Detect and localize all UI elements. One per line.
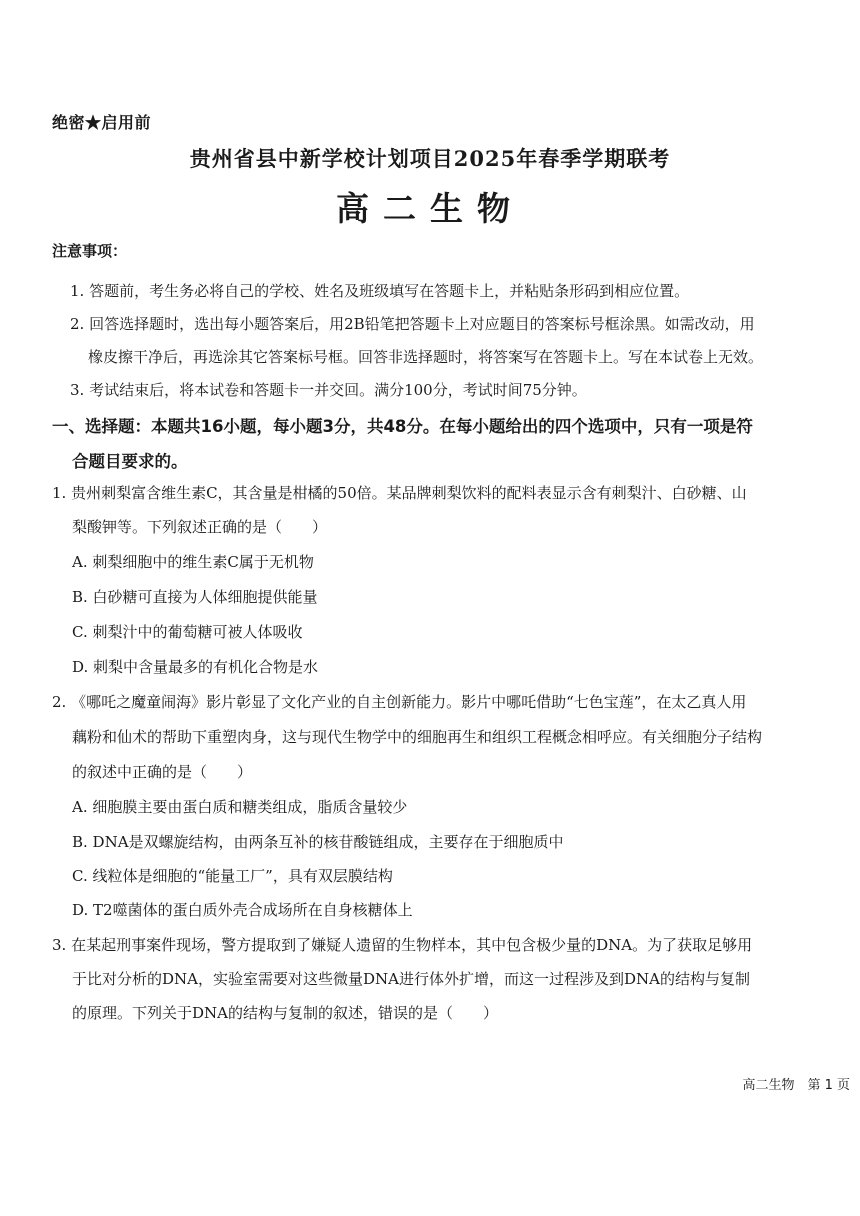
question-1-option-c: C. 刺梨汁中的葡萄糖可被人体吸收 (72, 623, 303, 641)
subject-title: 高二生物 (336, 189, 524, 228)
question-2-option-d: D. T2噬菌体的蛋白质外壳合成场所在自身核糖体上 (72, 901, 413, 919)
question-3-stem-line-2: 于比对分析的DNA，实验室需要对这些微量DNA进行体外扩增，而这一过程涉及到DNA的结构与复制 (72, 970, 750, 988)
section-heading: 一、选择题：本题共16小题，每小题3分，共48分。在每小题给出的四个选项中，只有一项是符 (52, 417, 753, 436)
section-heading-cont: 合题目要求的。 (72, 452, 188, 471)
page-footer: 高二生物 第 1 页 (742, 1078, 850, 1093)
notice-heading: 注意事项： (52, 242, 128, 260)
secret-label: 绝密★启用前 (52, 113, 152, 132)
question-2-option-c: C. 线粒体是细胞的“能量工厂”，具有双层膜结构 (72, 867, 393, 885)
question-1-stem-line-2: 梨酸钾等。下列叙述正确的是（ ） (72, 518, 328, 536)
question-1-option-d: D. 刺梨中含量最多的有机化合物是水 (72, 658, 319, 676)
question-2-option-b: B. DNA是双螺旋结构，由两条互补的核苷酸链组成，主要存在于细胞质中 (72, 833, 564, 851)
question-1-stem-line-1: 1. 贵州刺梨富含维生素C，其含量是柑橘的50倍。某品牌刺梨饮料的配料表显示含有刺梨汁、白砂糖、山 (52, 484, 747, 502)
question-1-option-a: A. 刺梨细胞中的维生素C属于无机物 (72, 553, 314, 571)
question-3-stem-line-1: 3. 在某起刑事案件现场，警方提取到了嫌疑人遗留的生物样本，其中包含极少量的DNA。为了获取足够用 (52, 936, 753, 954)
exam-title: 贵州省县中新学校计划项目2025年春季学期联考 (189, 146, 671, 171)
question-2-stem-line-1: 2. 《哪吒之魔童闹海》影片彰显了文化产业的自主创新能力。影片中哪吒借助“七色宝莲”，在太乙真人用 (52, 693, 747, 711)
notice-item-3: 3. 考试结束后，将本试卷和答题卡一并交回。满分100分，考试时间75分钟。 (70, 381, 587, 399)
question-2-stem-line-2: 藕粉和仙术的帮助下重塑肉身，这与现代生物学中的细胞再生和组织工程概念相呼应。有关细胞分子结构 (72, 728, 763, 746)
notice-item-2: 2. 回答选择题时，选出每小题答案后，用2B铅笔把答题卡上对应题目的答案标号框涂黑。如需改动，用 (70, 315, 755, 333)
question-3-stem-line-3: 的原理。下列关于DNA的结构与复制的叙述，错误的是（ ） (72, 1004, 498, 1022)
notice-item-2-cont: 橡皮擦干净后，再选涂其它答案标号框。回答非选择题时，将答案写在答题卡上。写在本试卷上无效。 (88, 348, 764, 366)
notice-item-1: 1. 答题前，考生务必将自己的学校、姓名及班级填写在答题卡上，并粘贴条形码到相应位置。 (70, 282, 690, 300)
question-2-stem-line-3: 的叙述中正确的是（ ） (72, 763, 253, 781)
question-1-option-b: B. 白砂糖可直接为人体细胞提供能量 (72, 588, 318, 606)
question-2-option-a: A. 细胞膜主要由蛋白质和糖类组成，脂质含量较少 (72, 798, 408, 816)
